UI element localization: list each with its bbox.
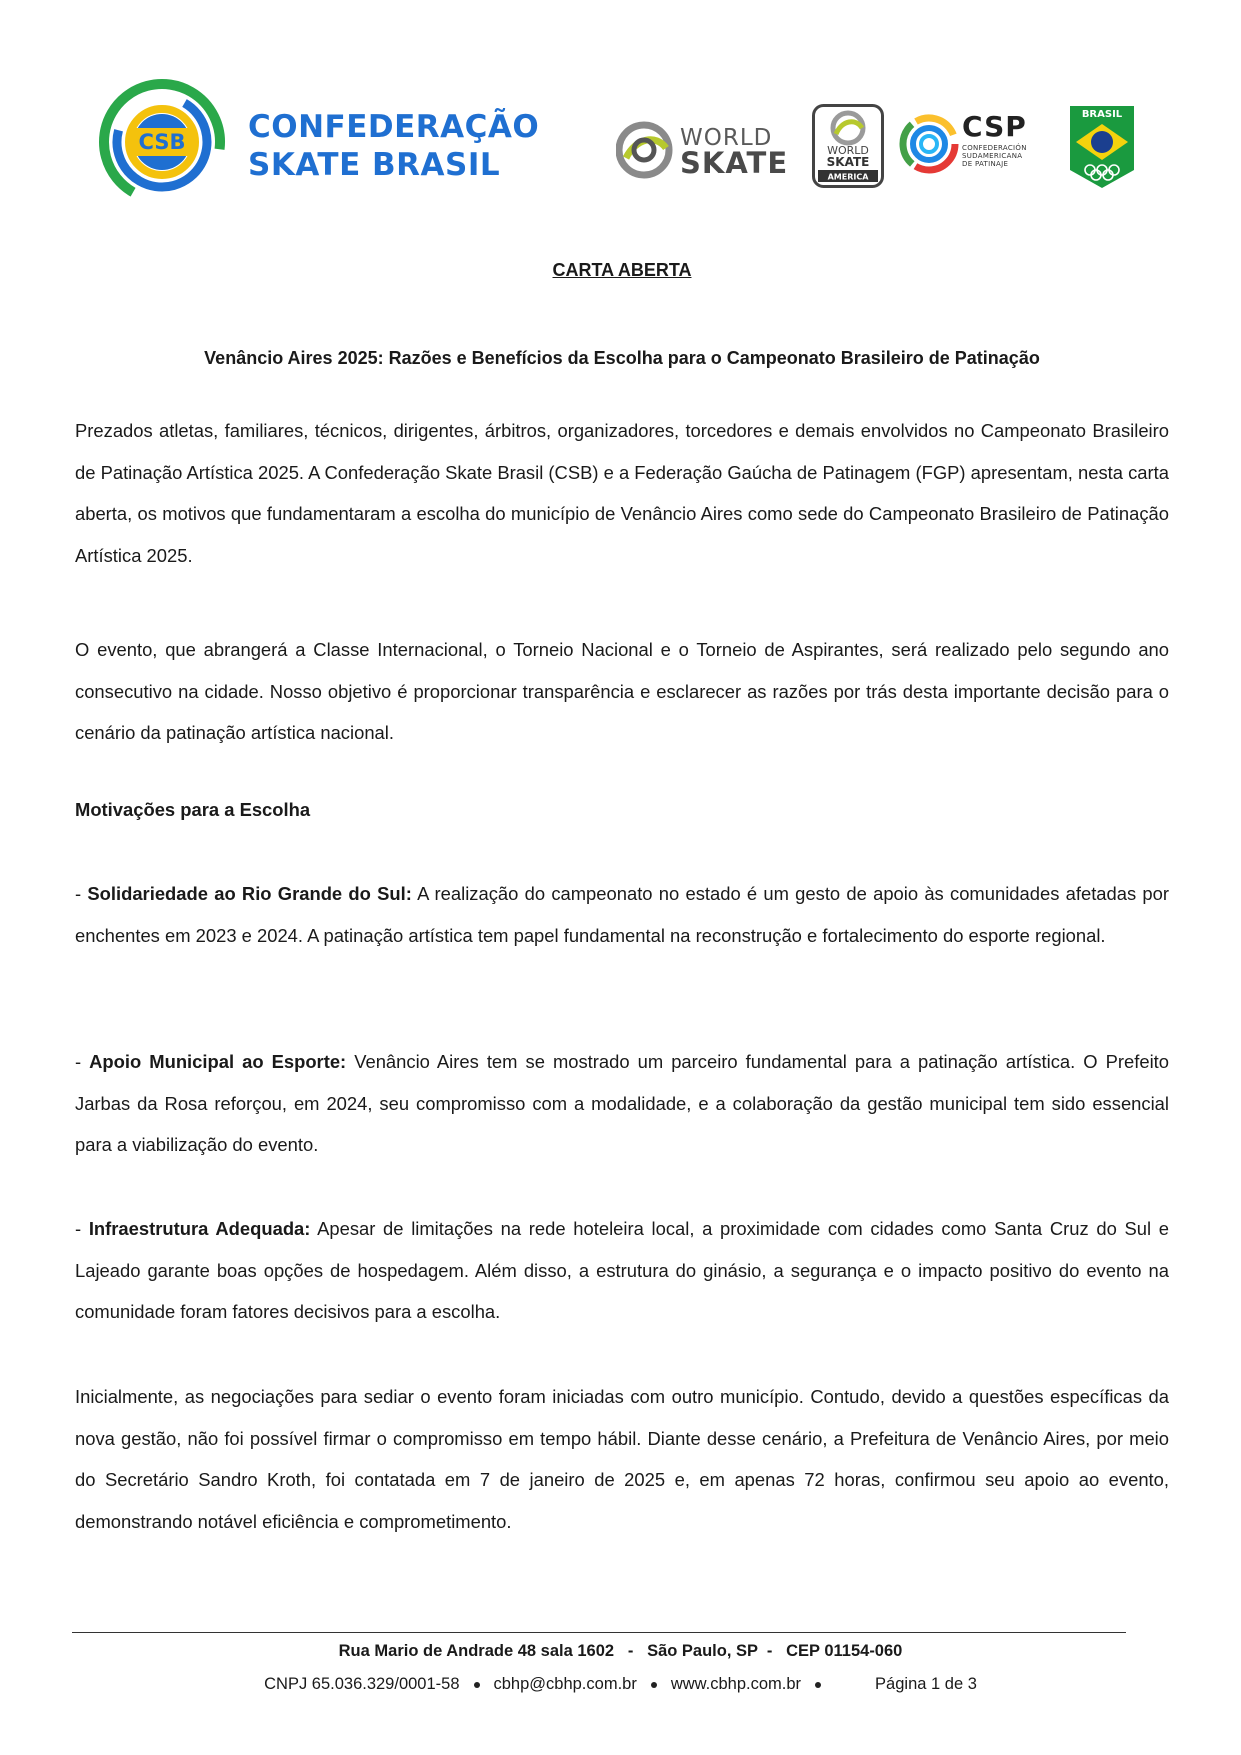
csp-title: CSP	[962, 110, 1027, 143]
footer-cnpj: CNPJ 65.036.329/0001-58	[264, 1675, 460, 1693]
csp-subtitle-line2: SUDAMERICANA	[962, 152, 1023, 160]
footer-contact-line	[0, 1675, 1241, 1694]
csp-logo	[898, 108, 1058, 186]
item-label: Apoio Municipal ao Esporte:	[89, 1051, 347, 1072]
ws-america-line3: AMERICA	[827, 172, 869, 182]
csp-rings-icon	[898, 108, 960, 178]
item-label: Infraestrutura Adequada:	[88, 1218, 311, 1239]
section-heading: Motivações para a Escolha	[75, 799, 311, 820]
csp-subtitle-line3: DE PATINAJE	[962, 160, 1009, 168]
organization-name	[248, 108, 539, 184]
world-skate-america-logo	[812, 104, 884, 188]
bullet-icon	[815, 1682, 821, 1688]
item-text: Apesar de limitações na rede hoteleira local, a proximidade com cidades como Santa Cruz do Sul e Lajeado garante boas opções de hospedagem. Além disso, a estrutura do ginásio, a segurança e o impacto positivo do evento na comunidade foram fatores decisivos para a escolha.	[75, 1218, 1169, 1322]
letter-title: CARTA ABERTA	[552, 260, 692, 280]
item-prefix: -	[75, 883, 88, 904]
world-skate-logo	[616, 120, 796, 180]
ws-america-line1: WORLD	[827, 144, 869, 157]
item-label: Solidariedade ao Rio Grande do Sul:	[87, 883, 412, 904]
footer-website[interactable]: www.cbhp.com.br	[670, 1675, 802, 1693]
world-skate-swirl-icon	[616, 120, 676, 180]
csb-logo	[96, 78, 236, 208]
partner-logos	[616, 104, 1136, 189]
paragraph-intro: Prezados atletas, familiares, técnicos, dirigentes, árbitros, organizadores, torcedores e demais envolvidos no Campeonato Brasileiro de Patinação Artística 2025. A Confederação Skate Brasil (CSB) e a Federação Gaúcha de Patinagem (FGP) apresentam, nesta carta aberta, os motivos que fundamentaram a escolha do município de Venâncio Aires como sede do Campeonato Brasileiro de Patinação Artística 2025.	[75, 420, 1169, 566]
bullet-icon	[651, 1682, 657, 1688]
item-prefix: -	[75, 1051, 90, 1072]
footer-divider	[72, 1632, 1126, 1633]
letterhead	[96, 78, 1146, 198]
csb-logo-text: CSB	[138, 130, 186, 154]
brasil-olympic-logo	[1068, 104, 1136, 190]
item-text: Venâncio Aires tem se mostrado um parceiro fundamental para a patinação artística. O Prefeito Jarbas da Rosa reforçou, em 2024, seu compromisso com a modalidade, e a colaboração da gestão municipal tem sido essencial para a viabilização do evento.	[75, 1051, 1169, 1155]
csp-subtitle	[962, 144, 1027, 168]
footer-address: Rua Mario de Andrade 48 sala 1602 - São Paulo, SP - CEP 01154-060	[338, 1642, 903, 1660]
csp-subtitle-line1: CONFEDERACIÓN	[962, 144, 1027, 152]
bullet-icon	[474, 1682, 480, 1688]
ws-america-line2: SKATE	[826, 155, 870, 169]
brasil-label: BRASIL	[1081, 109, 1123, 120]
letter-subtitle: Venâncio Aires 2025: Razões e Benefícios da Escolha para o Campeonato Brasileiro de Patinação	[204, 348, 1040, 368]
motivation-item-1	[75, 873, 1169, 956]
paragraph-negotiations: Inicialmente, as negociações para sediar o evento foram iniciadas com outro município. Contudo, devido a questões específicas da nova gestão, não foi possível firmar o compromisso em tempo hábil. Diante desse cenário, a Prefeitura de Venâncio Aires, por meio do Secretário Sandro Kroth, foi contatada em 7 de janeiro de 2025 e, em apenas 72 horas, confirmou seu apoio ao evento, demonstrando notável eficiência e comprometimento.	[75, 1386, 1169, 1532]
page-number: Página 1 de 3	[875, 1675, 977, 1693]
motivation-item-2	[75, 1041, 1169, 1166]
world-skate-line2: SKATE	[680, 146, 789, 180]
paragraph-event: O evento, que abrangerá a Classe Internacional, o Torneio Nacional e o Torneio de Aspirantes, será realizado pelo segundo ano consecutivo na cidade. Nosso objetivo é proporcionar transparência e esclarecer as razões por trás desta importante decisão para o cenário da patinação artística nacional.	[75, 639, 1169, 743]
world-skate-line1: WORLD	[680, 125, 773, 151]
item-prefix: -	[75, 1218, 89, 1239]
footer-email[interactable]: cbhp@cbhp.com.br	[493, 1675, 637, 1693]
organization-name-line1: CONFEDERAÇÃO	[248, 109, 540, 145]
organization-name-line2: SKATE BRASIL	[248, 147, 501, 183]
item-text: A realização do campeonato no estado é um gesto de apoio às comunidades afetadas por enchentes em 2023 e 2024. A patinação artística tem papel fundamental na reconstrução e fortalecimento do esporte regional.	[75, 883, 1169, 946]
motivation-item-3	[75, 1208, 1169, 1333]
